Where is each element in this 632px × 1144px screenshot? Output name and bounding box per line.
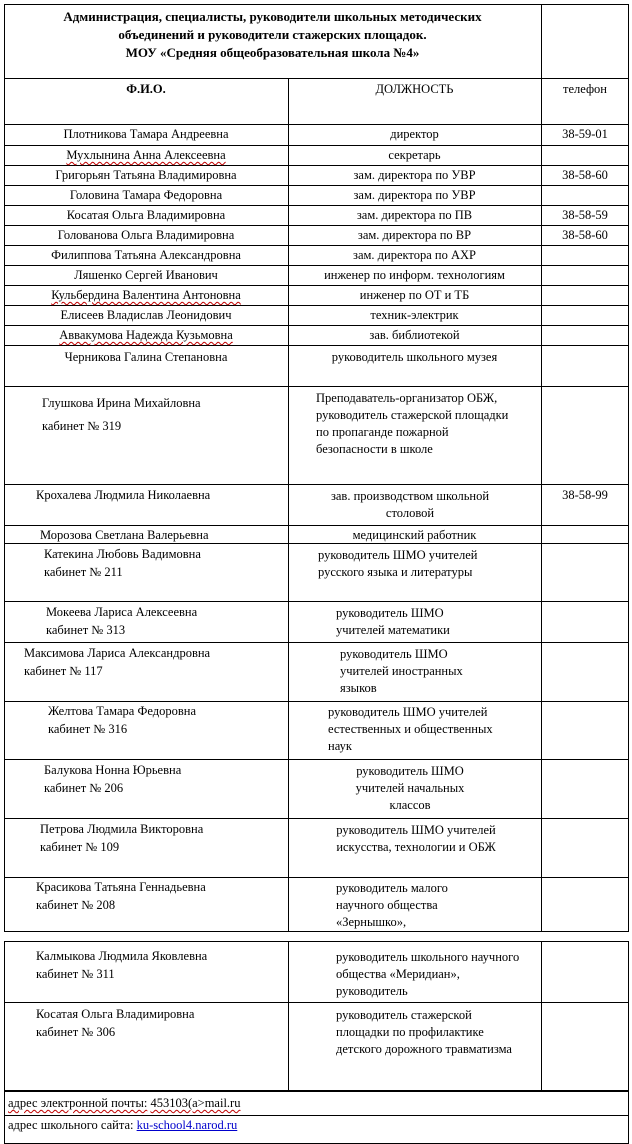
table-row-phone: 38-58-60 — [562, 228, 608, 242]
table-row-position: зам. директора по АХР — [353, 248, 476, 262]
table-row-position: зав. производством школьной столовой — [330, 489, 490, 520]
table-row-fio: Глушкова Ирина Михайловна — [42, 396, 201, 410]
table-row-cabinet: кабинет № 311 — [36, 967, 115, 981]
table-row-fio: Желтова Тамара Федоровна — [48, 704, 196, 718]
table-row-position: Преподаватель-организатор ОБЖ, руководитель стажерской площадки по пропаганде пожарной безопасности в школе — [316, 391, 509, 456]
table-row-position: руководитель малого научного общества «Зернышко», — [336, 881, 448, 929]
email-label: адрес электронной почты: — [8, 1096, 148, 1110]
table-row-position: зам. директора по ПВ — [356, 208, 473, 222]
table-row-phone: 38-58-59 — [562, 208, 608, 222]
table-row-fio: Григорьян Татьяна Владимировна — [55, 168, 237, 182]
table-row-position: руководитель ШМО учителей математики — [336, 606, 450, 637]
table-row-position: руководитель ШМО учителей искусства, технологии и ОБЖ — [336, 823, 496, 854]
column-header-fio: Ф.И.О. — [126, 82, 166, 96]
table-row-cabinet: кабинет № 306 — [36, 1025, 116, 1039]
table-row-cabinet: кабинет № 206 — [44, 781, 124, 795]
footer-email-line — [8, 1096, 240, 1111]
column-header-position: ДОЛЖНОСТЬ — [375, 82, 454, 96]
table-row-position: зам. директора по ВР — [357, 228, 472, 242]
table-row-fio: Косатая Ольга Владимировна — [66, 208, 226, 222]
table-row-position: руководитель стажерской площадки по профилактике детского дорожного травматизма — [336, 1008, 512, 1056]
table-row-fio: Максимова Лариса Александровна — [24, 646, 211, 660]
column-header-phone: телефон — [563, 82, 607, 96]
table-row-position: инженер по информ. технологиям — [324, 268, 505, 282]
table-row-position: зав. библиотекой — [369, 328, 460, 342]
table-row-cabinet: кабинет № 319 — [42, 419, 122, 433]
table-row-cabinet: кабинет № 313 — [46, 623, 126, 637]
table-row-position: руководитель ШМО учителей иностранных языков — [340, 647, 463, 695]
table-row-fio: Головина Тамара Федоровна — [69, 188, 223, 202]
table-row-cabinet: кабинет № 208 — [36, 898, 116, 912]
email-value[interactable]: 453103(a>mail.ru — [150, 1096, 241, 1110]
table-row-fio: Мокеева Лариса Алексеевна — [46, 605, 198, 619]
header-line-2: объединений и руководители стажерских площадок. — [118, 27, 427, 42]
table-row-phone: 38-58-99 — [562, 488, 608, 502]
table-row-fio: Крохалева Людмила Николаевна — [36, 488, 211, 502]
footer-site-line — [8, 1118, 237, 1133]
table-row-position: руководитель школьного музея — [331, 350, 498, 364]
site-label: адрес школьного сайта: — [8, 1118, 134, 1132]
table-row-fio: Плотникова Тамара Андреевна — [63, 127, 229, 141]
table-row-fio: Мухлынина Анна Алексеевна — [66, 148, 226, 162]
header-line-1: Администрация, специалисты, руководители школьных методических — [63, 9, 482, 24]
table-row-cabinet: кабинет № 211 — [44, 565, 123, 579]
table-row-cabinet: кабинет № 109 — [40, 840, 120, 854]
table-row-phone: 38-59-01 — [562, 127, 608, 141]
table-row-phone: 38-58-60 — [562, 168, 608, 182]
table-row-fio: Елисеев Владислав Леонидович — [60, 308, 232, 322]
table-row-position: руководитель школьного научного общества «Меридиан», руководитель — [336, 950, 520, 998]
table-row-position: медицинский работник — [352, 528, 477, 542]
table-row-fio: Морозова Светлана Валерьевна — [40, 528, 209, 542]
table-row-fio: Петрова Людмила Викторовна — [40, 822, 204, 836]
table-row-fio: Аввакумова Надежда Кузьмовна — [59, 328, 233, 342]
table-row-position: директор — [390, 127, 439, 141]
table-row-cabinet: кабинет № 117 — [24, 664, 103, 678]
site-link[interactable]: ku-school4.narod.ru — [136, 1118, 238, 1132]
table-row-cabinet: кабинет № 316 — [48, 722, 128, 736]
table-row-position: руководитель ШМО учителей естественных и общественных наук — [328, 705, 493, 753]
table-row-fio: Голованова Ольга Владимировна — [57, 228, 235, 242]
table-row-fio: Косатая Ольга Владимировна — [36, 1007, 195, 1021]
table-row-position: техник-электрик — [370, 308, 459, 322]
table-row-fio: Катекина Любовь Вадимовна — [44, 547, 201, 561]
table-row-fio: Калмыкова Людмила Яковлевна — [36, 949, 208, 963]
table-row-fio: Ляшенко Сергей Иванович — [74, 268, 218, 282]
table-row-position: зам. директора по УВР — [353, 188, 476, 202]
table-row-fio: Кульбердина Валентина Антоновна — [51, 288, 241, 302]
table-row-position: инженер по ОТ и ТБ — [359, 288, 470, 302]
table-row-fio: Филиппова Татьяна Александровна — [51, 248, 241, 262]
table-row-position: зам. директора по УВР — [353, 168, 476, 182]
table-row-position: руководитель ШМО учителей русского языка и литературы — [318, 548, 478, 579]
table-row-fio: Черникова Галина Степановна — [64, 350, 228, 364]
table-row-fio: Красикова Татьяна Геннадьевна — [36, 880, 206, 894]
table-row-position: секретарь — [388, 148, 441, 162]
header-line-3: МОУ «Средняя общеобразовательная школа №4» — [125, 45, 420, 60]
table-row-fio: Балукова Нонна Юрьевна — [44, 763, 182, 777]
table-row-position: руководитель ШМО учителей начальных классов — [355, 764, 465, 812]
